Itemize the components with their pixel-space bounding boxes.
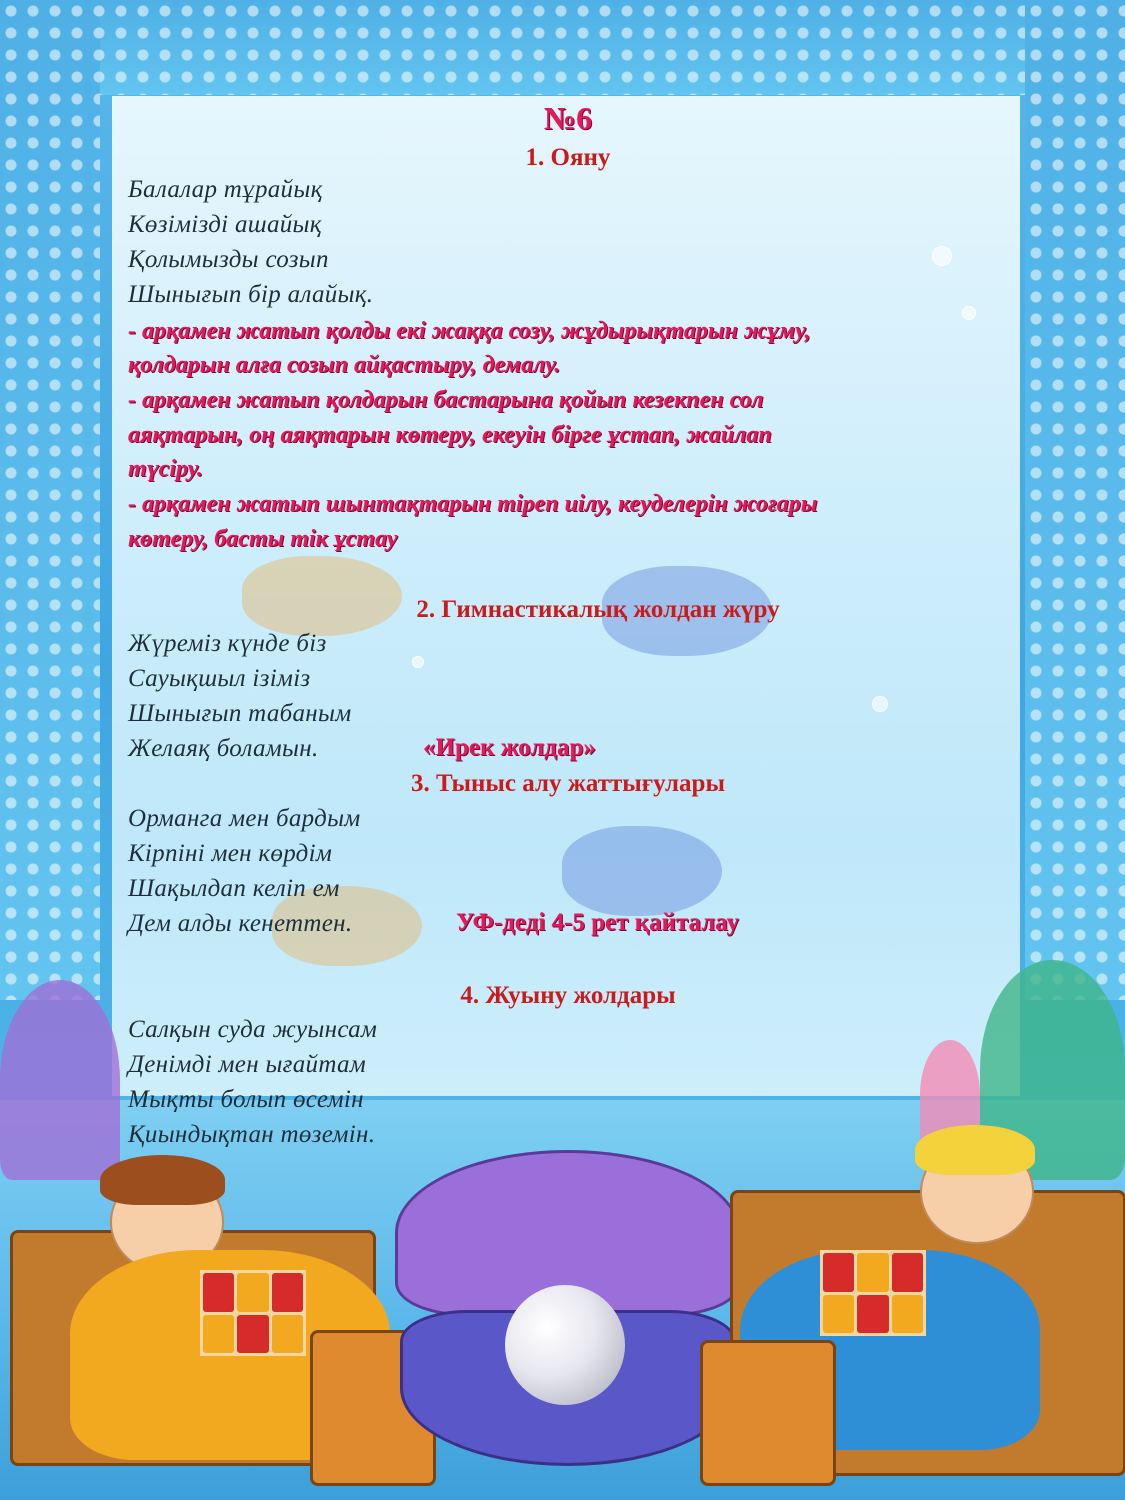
verse-line: Көзімізді ашайық	[128, 211, 322, 238]
instruction-line: аяқтарын, оң аяқтарын көтеру, екеуін бірге ұстап, жайлап	[128, 422, 772, 448]
instruction-line: қолдарын алға созып айқастыру, демалу.	[128, 352, 561, 378]
instruction-line: - арқамен жатып қолды екі жаққа созу, жұдырықтарын жұму,	[128, 318, 811, 344]
verse-line: Салқын суда жуынсам	[128, 1016, 378, 1043]
verse-line: Денімді мен ығайтам	[128, 1051, 367, 1078]
bed-right-footboard	[700, 1340, 836, 1486]
verse-line: Кірпіні мен көрдім	[128, 840, 333, 867]
verse-line: Шынығып бір алайық.	[128, 281, 374, 308]
verse-line: Жүреміз күнде біз	[128, 630, 327, 657]
verse-line: Шақылдап келіп ем	[128, 875, 340, 902]
pearl	[505, 1285, 625, 1405]
bubble-decoration	[412, 656, 424, 668]
section1-heading: 1. Ояну	[525, 144, 611, 171]
kid-hair-blonde	[915, 1125, 1035, 1175]
section3-heading: 3. Тыныс алу жаттығулары	[411, 770, 725, 797]
bubble-decoration	[932, 246, 952, 266]
verse-line: Желаяқ боламын.	[128, 735, 319, 762]
instruction-line: көтеру, басты тік ұстау	[128, 526, 398, 552]
instruction-line: - арқамен жатып шынтақтарын тіреп иілу, кеуделерін жоғары	[128, 491, 818, 517]
verse-line: Қолымызды созып	[128, 246, 329, 273]
instruction-line: - арқамен жатып қолдарын бастарына қойып кезекпен сол	[128, 387, 764, 413]
instruction-line: түсіру.	[128, 456, 203, 482]
fish-decoration	[562, 826, 722, 916]
verse-line: Мықты болып өсемін	[128, 1086, 364, 1113]
bubble-decoration	[872, 696, 888, 712]
verse-line: Сауықшыл ізіміз	[128, 665, 311, 692]
verse-line: Орманга мен бардым	[128, 805, 361, 832]
bubble-decoration	[962, 306, 976, 320]
section2-tag: «Ирек жолдар»	[423, 734, 596, 761]
bedroom-scene-illustration	[0, 1100, 1125, 1500]
verse-line: Балалар тұрайық	[128, 176, 323, 203]
section4-heading: 4. Жуыну жолдары	[460, 982, 676, 1009]
verse-line: Дем алды кенеттен.	[128, 910, 353, 937]
lace-border-right	[1025, 0, 1125, 1000]
lace-border-top	[0, 0, 1125, 95]
page-title: №6	[543, 100, 593, 136]
kid-hair-brown	[100, 1155, 225, 1205]
lace-border-left	[0, 0, 100, 1000]
blanket-patch	[200, 1270, 306, 1356]
coral-decoration	[0, 980, 120, 1180]
section2-heading: 2. Гимнастикалық жолдан жүру	[416, 596, 780, 623]
verse-line: Қиындықтан төземін.	[128, 1121, 376, 1148]
verse-line: Шынығып табаным	[128, 700, 352, 727]
blanket-patch	[820, 1250, 926, 1336]
section3-tag: УФ-деді 4-5 рет қайталау	[456, 909, 740, 936]
